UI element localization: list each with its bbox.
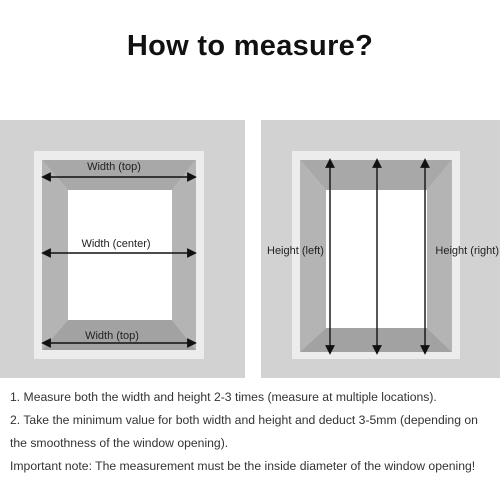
instruction-step-1: 1. Measure both the width and height 2-3 times (measure at multiple locations).	[10, 390, 437, 404]
width-top-label: Width (top)	[87, 161, 141, 173]
instruction-step-2: 2. Take the minimum value for both width and height and deduct 3-5mm (depending on the smoothness of the window opening).	[10, 413, 478, 450]
width-bottom-label: Width (top)	[85, 330, 139, 342]
instructions	[10, 386, 494, 478]
height-right-label: Height (right)	[435, 245, 499, 257]
width-center-label: Width (center)	[81, 238, 151, 250]
height-left-label: Height (left)	[267, 245, 324, 257]
important-note: Important note: The measurement must be the inside diameter of the window opening!	[10, 459, 476, 473]
page-title: How to measure?	[126, 30, 374, 62]
